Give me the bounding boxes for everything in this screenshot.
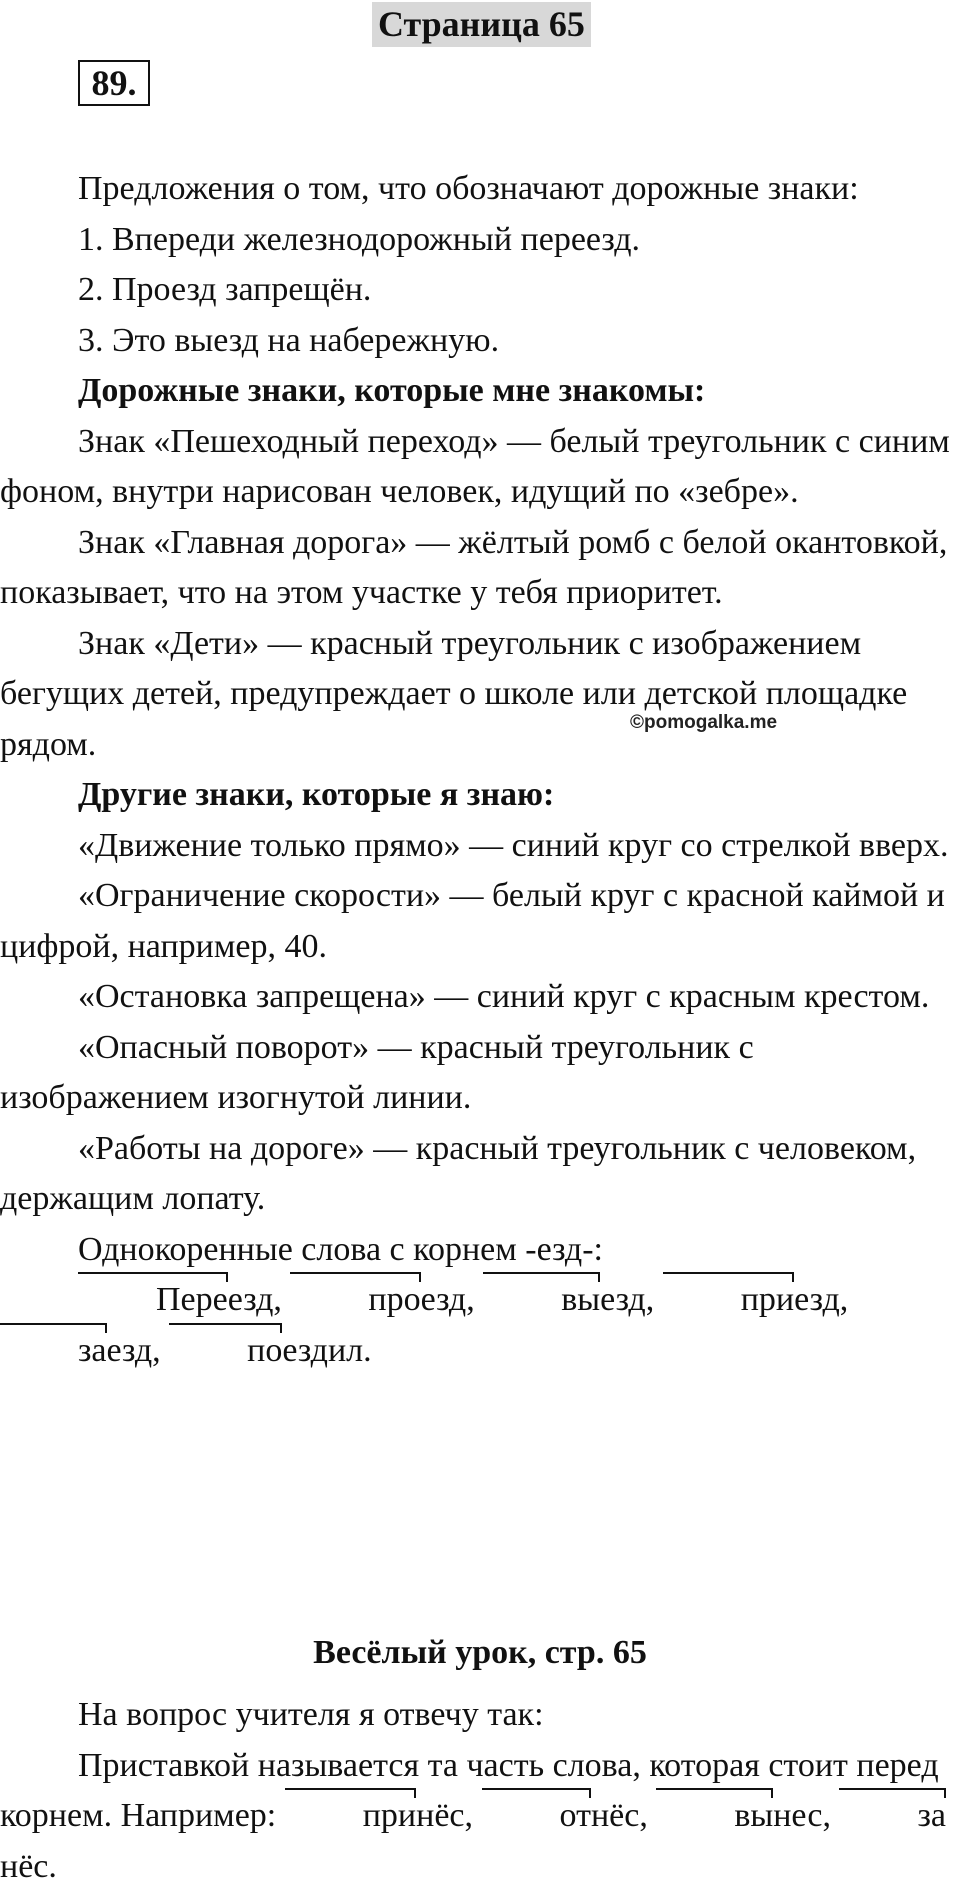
word-rest: нёс. — [0, 1848, 57, 1885]
prefix-mark: про — [290, 1275, 420, 1326]
known-signs-heading: Дорожные знаки, которые мне знакомы: — [0, 366, 960, 417]
prefix-mark: при — [285, 1791, 416, 1842]
prefix-mark: за — [0, 1326, 107, 1377]
section-title: Весёлый урок, стр. 65 — [0, 1628, 960, 1678]
intro-line: Предложения о том, что обозначают дорожные знаки: — [0, 164, 960, 215]
prefix-definition — [0, 1741, 960, 1892]
sentence-3: 3. Это выезд на набережную. — [0, 316, 960, 367]
prefix-mark: по — [169, 1326, 282, 1377]
prefix-mark: от — [482, 1791, 591, 1842]
other-sign-no-stopping: «Остановка запрещена» — синий круг с красным крестом. — [0, 972, 960, 1023]
word-rest: езд, — [421, 1281, 475, 1318]
word-rest: нес, — [773, 1797, 831, 1834]
known-sign-children: Знак «Дети» — красный треугольник с изображением бегущих детей, предупреждает о школе или детской площадке рядом. — [0, 619, 960, 771]
prefix-mark: вы — [483, 1275, 600, 1326]
other-sign-speed-limit: «Ограничение скорости» — белый круг с красной каймой и цифрой, например, 40. — [0, 871, 960, 972]
word-rest: езд, — [794, 1281, 848, 1318]
other-sign-straight: «Движение только прямо» — синий круг со стрелкой вверх. — [0, 821, 960, 872]
page-title: Страница 65 — [372, 2, 591, 47]
word-rest: нёс, — [591, 1797, 648, 1834]
word-rest: ездил. — [282, 1332, 371, 1369]
other-signs-heading: Другие знаки, которые я знаю: — [0, 770, 960, 821]
task-number-box: 89. — [78, 60, 150, 106]
sentence-2: 2. Проезд запрещён. — [0, 265, 960, 316]
prefix-mark: за — [839, 1791, 946, 1842]
known-sign-pedestrian: Знак «Пешеходный переход» — белый треугольник с синим фоном, внутри нарисован человек, идущий по «зебре». — [0, 417, 960, 518]
section-text — [0, 1690, 960, 1892]
definition-text: Приставкой называется та часть слова, которая стоит перед корнем. Например: — [0, 1747, 939, 1835]
known-sign-main-road: Знак «Главная дорога» — жёлтый ромб с белой окантовкой, показывает, что на этом участке у тебя приоритет. — [0, 518, 960, 619]
other-sign-roadworks: «Работы на дороге» — красный треугольник с человеком, держащим лопату. — [0, 1124, 960, 1225]
watermark: ©pomogalka.me — [630, 712, 777, 734]
answer-text — [0, 164, 960, 1376]
word-rest: езд, — [228, 1281, 282, 1318]
prefix-mark: вы — [656, 1791, 773, 1842]
other-sign-dangerous-turn: «Опасный поворот» — красный треугольник с изображением изогнутой линии. — [0, 1023, 960, 1124]
word-rest: езд, — [600, 1281, 654, 1318]
answer-intro: На вопрос учителя я отвечу так: — [0, 1690, 960, 1741]
word-rest: езд, — [107, 1332, 161, 1369]
cognates-heading: Однокоренные слова с корнем -езд-: — [0, 1225, 960, 1276]
sentence-1: 1. Впереди железнодорожный переезд. — [0, 215, 960, 266]
word-rest: нёс, — [416, 1797, 473, 1834]
prefix-mark: Пере — [78, 1275, 228, 1326]
cognates-line — [0, 1275, 960, 1376]
prefix-mark: при — [663, 1275, 794, 1326]
